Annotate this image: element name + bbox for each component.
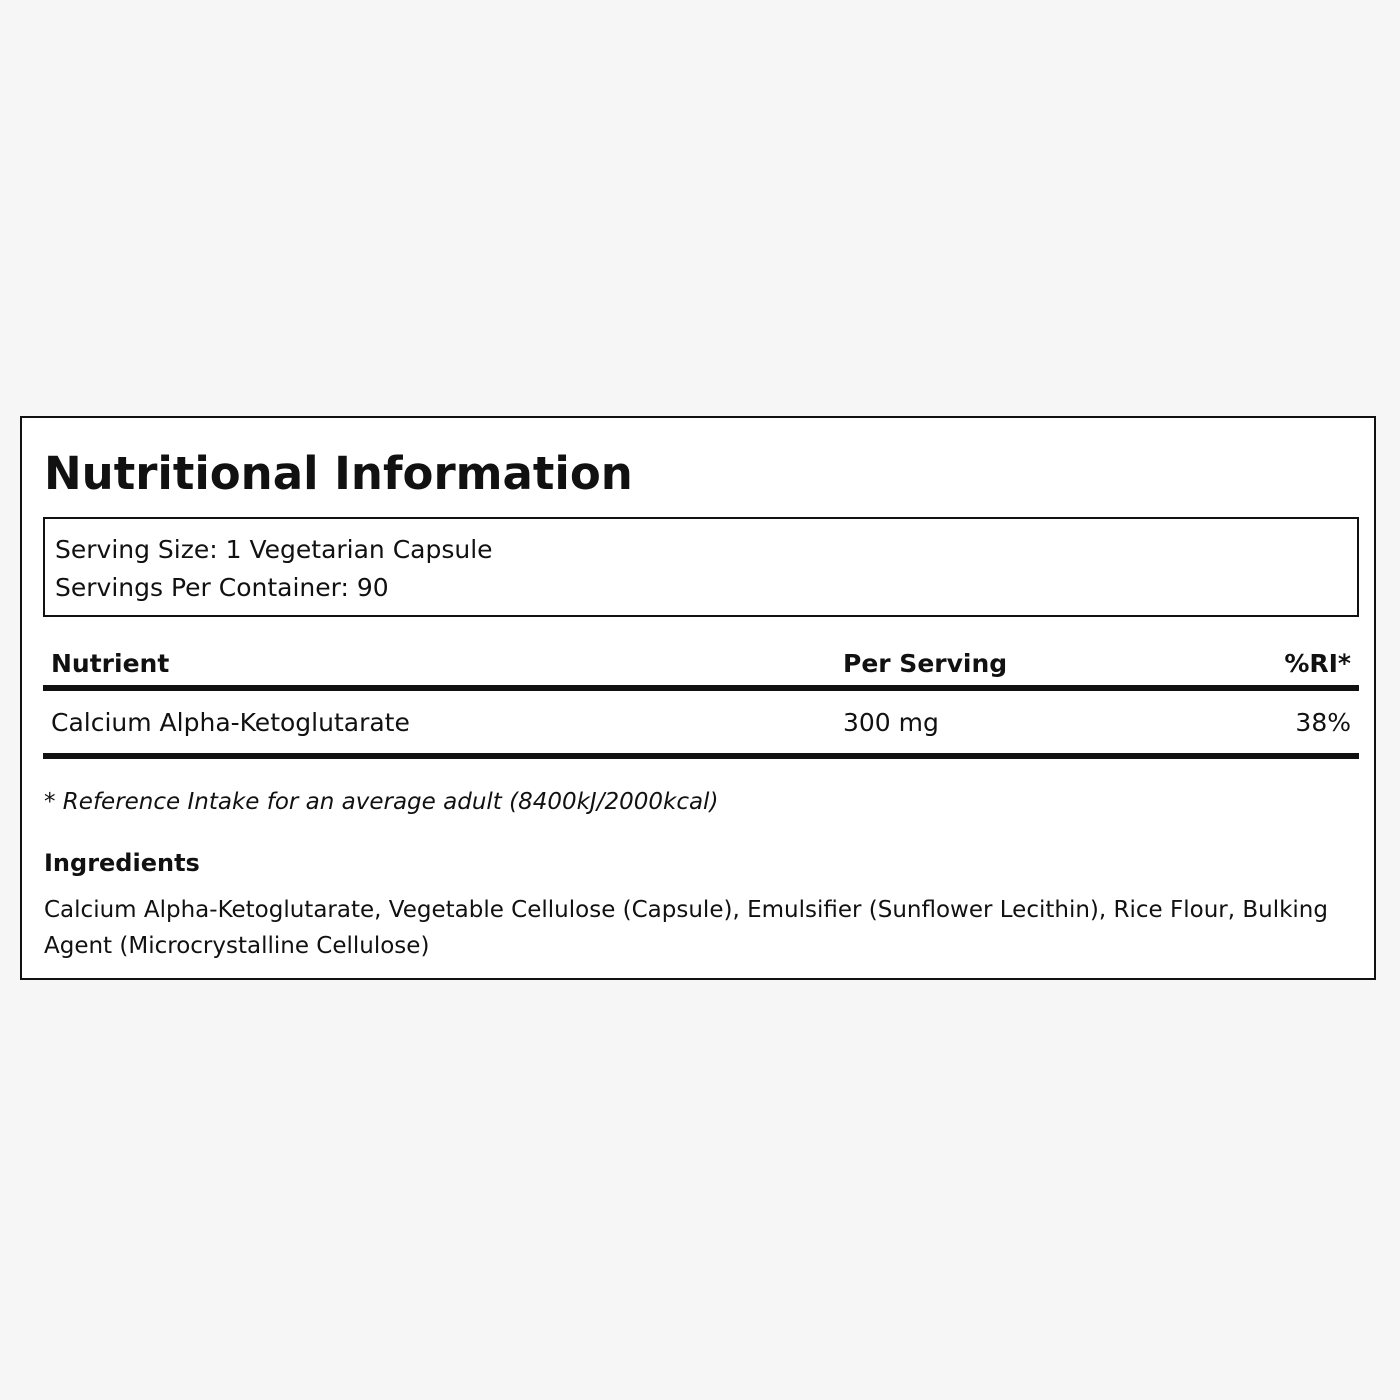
nutrient-amount: 300 mg <box>835 688 1165 756</box>
ingredients-heading: Ingredients <box>44 849 200 877</box>
header-nutrient: Nutrient <box>43 641 835 688</box>
reference-intake-footnote: * Reference Intake for an average adult (8400kJ/2000kcal) <box>44 789 719 815</box>
ingredients-list: Calcium Alpha-Ketoglutarate, Vegetable Cellulose (Capsule), Emulsifier (Sunflower Lecithin), Rice Flour, Bulking Agent (Microcrystalline Cellulose) <box>44 897 1328 959</box>
header-ri: %RI* <box>1165 641 1359 688</box>
header-per-serving: Per Serving <box>835 641 1165 688</box>
table-row <box>43 688 1359 756</box>
nutrient-table <box>43 641 1359 759</box>
nutrient-ri-percent: 38% <box>1165 688 1359 756</box>
serving-size: Serving Size: 1 Vegetarian Capsule <box>55 535 493 564</box>
serving-info-box <box>43 517 1359 617</box>
nutrition-label <box>20 416 1376 980</box>
table-header-row <box>43 641 1359 688</box>
nutrient-name: Calcium Alpha-Ketoglutarate <box>43 688 835 756</box>
servings-per-container: Servings Per Container: 90 <box>55 573 389 602</box>
label-title: Nutritional Information <box>44 447 633 500</box>
